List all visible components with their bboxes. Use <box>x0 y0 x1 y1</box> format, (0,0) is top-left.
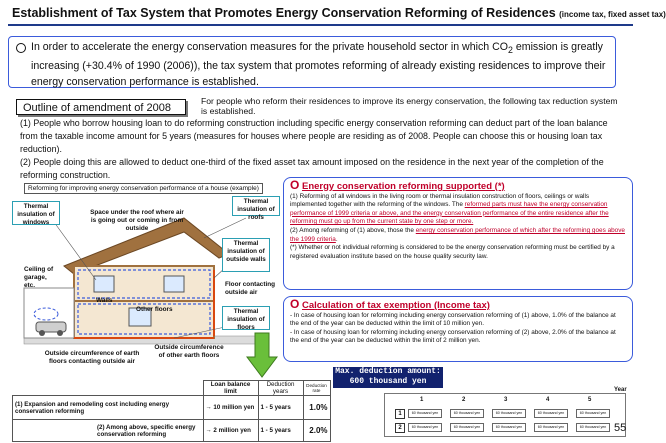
year-cell: 60 thousand yen <box>576 423 610 432</box>
row-mark-1: 1 <box>395 409 405 419</box>
down-arrow-icon <box>247 333 277 377</box>
label-outside-other: Outside circumference of other earth floors <box>154 344 224 359</box>
panel1-para1-text: (1) Reforming of all windows in the living room or thermal insulation construction of floors, ceilings or walls implemented together with the reforming of the windows. The <box>290 192 590 209</box>
row2-rate: 2.0% <box>303 420 330 442</box>
label-space-roof: Space under the roof where air is going out or coming in from outside <box>90 209 184 232</box>
panel1-para1-red: reformed parts must have the energy conservation performance of 1999 criteria or above, and the energy conservation performance of the entire residence after the reforming must go up from the current state by one step or more. <box>290 201 609 226</box>
year-cell: 60 thousand yen <box>408 423 442 432</box>
year-2: 2 <box>462 397 466 403</box>
header-loan: Loan balance limit <box>203 381 258 396</box>
row1-rate: 1.0% <box>303 396 330 420</box>
intro-box <box>8 36 616 88</box>
year-cell: 60 thousand yen <box>492 423 526 432</box>
header-rate: Deduction rate <box>303 381 330 396</box>
max-deduction-box <box>333 367 443 388</box>
panel1-para2-text: (2) Among reforming of (1) above, those the <box>290 226 416 234</box>
title-text: Establishment of Tax System that Promotes Energy Conservation Reforming of Residences <box>12 6 556 20</box>
page-title <box>12 6 666 20</box>
max-deduction-line2: 600 thousand yen <box>349 377 427 386</box>
panel1-para3: (*) Whether or not individual reforming is considered to be the energy conservation reforming must be certified by a registered evaluation institute based on the house quality security law. <box>290 244 615 260</box>
label-walls: Walls <box>96 297 113 304</box>
page-number: 55 <box>614 422 627 434</box>
panel1-heading-text: Energy conservation reforming supported (*) <box>301 181 505 192</box>
year-cell: 60 thousand yen <box>534 423 568 432</box>
intro-text-a: In order to accelerate the energy conservation measures for the private household sector in which CO <box>31 41 508 53</box>
year-cell: 60 thousand yen <box>408 409 442 418</box>
title-subtitle: (income tax, fixed asset tax) <box>559 10 666 19</box>
outline-label: Outline of amendment of 2008 <box>16 99 186 115</box>
deduction-table <box>12 380 331 442</box>
header-years: Deduction years <box>258 381 303 396</box>
row2-label: (2) Among above, specific energy conservation reforming <box>13 420 204 442</box>
table-row <box>13 420 331 442</box>
circle-bullet-icon <box>16 43 26 53</box>
panel2-para1: - In case of housing loan for reforming including energy conservation reforming of (1) above, 1.0% of the balance at the end of the year can be deducted within the limit of 10 million yen. <box>290 311 616 328</box>
label-outside-earth: Outside circumference of earth floors contacting outside air <box>44 350 140 365</box>
year-cell: 60 thousand yen <box>450 423 484 432</box>
label-ceiling: Ceiling of garage, etc. <box>24 266 54 289</box>
year-5: 5 <box>588 397 592 403</box>
year-1: 1 <box>420 397 424 403</box>
panel1-bullet: O <box>290 178 300 192</box>
outline-item-1: (1) People who borrow housing loan to do reforming construction including specific energy conservation reforming can deduct part of the loan balance from the taxable income amount for 5 years (measures for houses where people are residing as of 2008. People can choose this or housing loan tax reduction). <box>20 118 608 154</box>
row2-loan: → 2 million yen <box>203 420 258 442</box>
year-label: Year <box>614 387 627 393</box>
panel1-para2-end: . <box>335 235 338 243</box>
label-thermal-floors: Thermal insulation of floors <box>222 306 270 330</box>
label-thermal-windows: Thermal insulation of windows <box>12 201 60 225</box>
panel2-bullet: O <box>290 297 300 311</box>
max-deduction-line1: Max. deduction amount: <box>335 367 441 376</box>
outline-item-2: (2) People doing this are allowed to deduct one-third of the fixed asset tax amount imposed on the residence in the next year of the completion of the reforming construction. <box>20 157 604 180</box>
panel2-heading-text: Calculation of tax exemption (Income tax) <box>301 300 490 311</box>
intro-text-b: emission is greatly increasing (+30.4% of 1990 (2006)), the tax system that promotes reforming of already existing residences to improve their energy conservation performance is established. <box>31 41 606 89</box>
panel1-heading <box>290 178 626 192</box>
panel2-para2: - In case of housing loan for reforming including energy conservation reforming of (2) above, 2.0% of the balance at the end of the year can be deducted within the limit of 2 million yen. <box>290 328 616 345</box>
year-4: 4 <box>546 397 550 403</box>
row2-years: 1 - 5 years <box>258 420 303 442</box>
year-cell: 60 thousand yen <box>576 409 610 418</box>
row1-label: (1) Expansion and remodeling cost including energy conservation reforming <box>13 396 204 420</box>
panel1-para1 <box>290 193 626 227</box>
year-cell: 60 thousand yen <box>450 409 484 418</box>
tax-exemption-panel <box>283 296 633 362</box>
table-header-row <box>13 381 331 396</box>
panel2-heading <box>290 297 626 311</box>
title-rule <box>8 24 633 26</box>
row-mark-2: 2 <box>395 423 405 433</box>
table-row <box>13 396 331 420</box>
year-cell: 60 thousand yen <box>534 409 568 418</box>
label-floor-contact: Floor contacting outside air <box>225 281 276 296</box>
year-cell: 60 thousand yen <box>492 409 526 418</box>
panel1-para2 <box>290 227 626 244</box>
label-other-floors: Other floors <box>136 306 173 313</box>
co2-subscript: 2 <box>507 45 513 56</box>
outline-description: For people who reform their residences to improve its energy conservation, the following tax reduction system is established. <box>201 96 618 116</box>
year-3: 3 <box>504 397 508 403</box>
energy-reforming-panel <box>283 177 633 290</box>
row1-years: 1 - 5 years <box>258 396 303 420</box>
row1-loan: → 10 million yen <box>203 396 258 420</box>
panel1-para2-red: energy conservation performance of which after the reforming goes above the 1999 criteria <box>290 226 625 243</box>
label-thermal-walls: Thermal insulation of outside walls <box>222 238 270 272</box>
label-thermal-roofs: Thermal insulation of roofs <box>232 196 280 216</box>
house-caption: Reforming for improving energy conservation performance of a house (example) <box>24 183 263 194</box>
